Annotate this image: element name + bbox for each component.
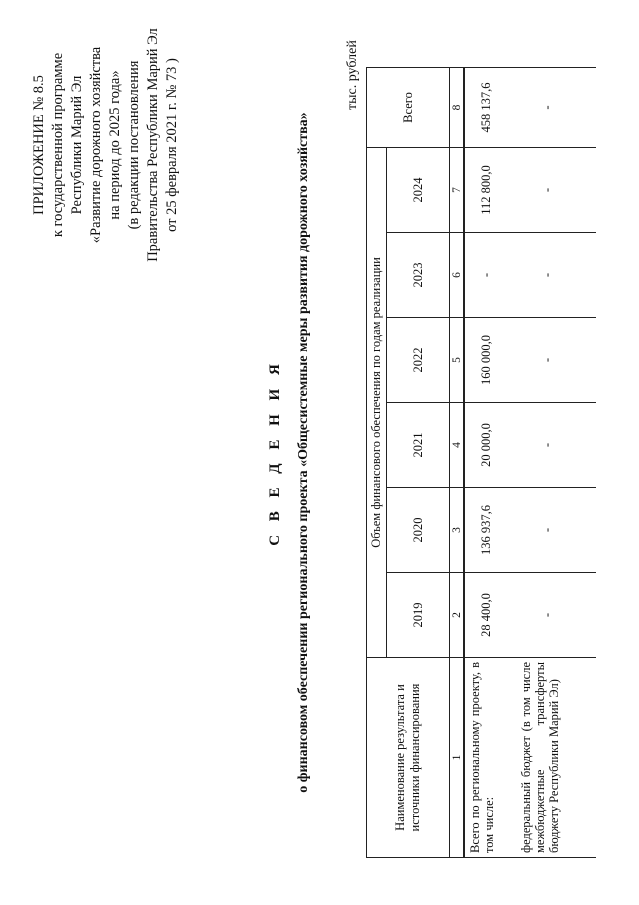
appendix-line: на период до 2025 года» xyxy=(107,70,123,220)
row-value: - xyxy=(464,233,516,318)
header-group: Объем финансового обеспечения по годам реализации xyxy=(367,148,387,658)
table-row xyxy=(464,68,516,858)
column-number: 6 xyxy=(450,233,465,318)
column-number: 2 xyxy=(450,573,465,658)
column-number: 7 xyxy=(450,148,465,233)
row-value: - xyxy=(516,318,596,403)
header-name: Наименование результата и источники финансирования xyxy=(367,658,450,858)
row-value: - xyxy=(516,488,596,573)
appendix-line: от 25 февраля 2021 г. № 73 ) xyxy=(164,58,180,232)
column-number: 5 xyxy=(450,318,465,403)
row-value: 20 000,0 xyxy=(464,403,516,488)
row-value: - xyxy=(516,233,596,318)
row-name: федеральный бюджет (в том числе межбюджетные трансферты бюджету Республики Марий Эл) xyxy=(516,658,596,858)
table-row xyxy=(516,68,596,858)
appendix-line: Правительства Республики Марий Эл xyxy=(145,28,161,262)
column-number: 1 xyxy=(450,658,465,858)
row-value: - xyxy=(516,403,596,488)
appendix-line: Республики Марий Эл xyxy=(69,75,85,215)
appendix-line: ПРИЛОЖЕНИЕ № 8.5 xyxy=(31,75,47,215)
header-year: 2021 xyxy=(387,403,450,488)
row-value: 160 000,0 xyxy=(464,318,516,403)
row-value: 458 137,6 xyxy=(464,68,516,148)
units-label: тыс. рублей xyxy=(345,40,360,110)
row-value: 28 400,0 xyxy=(464,573,516,658)
row-value: - xyxy=(516,68,596,148)
appendix-block xyxy=(30,0,182,295)
header-total: Всего xyxy=(367,68,450,148)
document-subtitle: о финансовом обеспечении регионального проекта «Общесистемные меры развития дорожного хозяйства» xyxy=(296,112,311,793)
header-year: 2019 xyxy=(387,573,450,658)
row-value: 136 937,6 xyxy=(464,488,516,573)
header-year: 2024 xyxy=(387,148,450,233)
row-name: Всего по региональному проекту, в том числе: xyxy=(464,658,516,858)
row-value: 112 800,0 xyxy=(464,148,516,233)
row-value: - xyxy=(516,148,596,233)
column-number: 4 xyxy=(450,403,465,488)
appendix-line: к государственной программе xyxy=(50,52,66,238)
row-value: - xyxy=(516,573,596,658)
header-year: 2020 xyxy=(387,488,450,573)
header-year: 2022 xyxy=(387,318,450,403)
document-title: С В Е Д Е Н И Я xyxy=(267,359,283,546)
header-year: 2023 xyxy=(387,233,450,318)
appendix-line: (в редакции постановления xyxy=(126,60,142,230)
column-number: 3 xyxy=(450,488,465,573)
financing-table xyxy=(366,67,596,858)
appendix-line: «Развитие дорожного хозяйства xyxy=(88,46,104,244)
column-number: 8 xyxy=(450,68,465,148)
